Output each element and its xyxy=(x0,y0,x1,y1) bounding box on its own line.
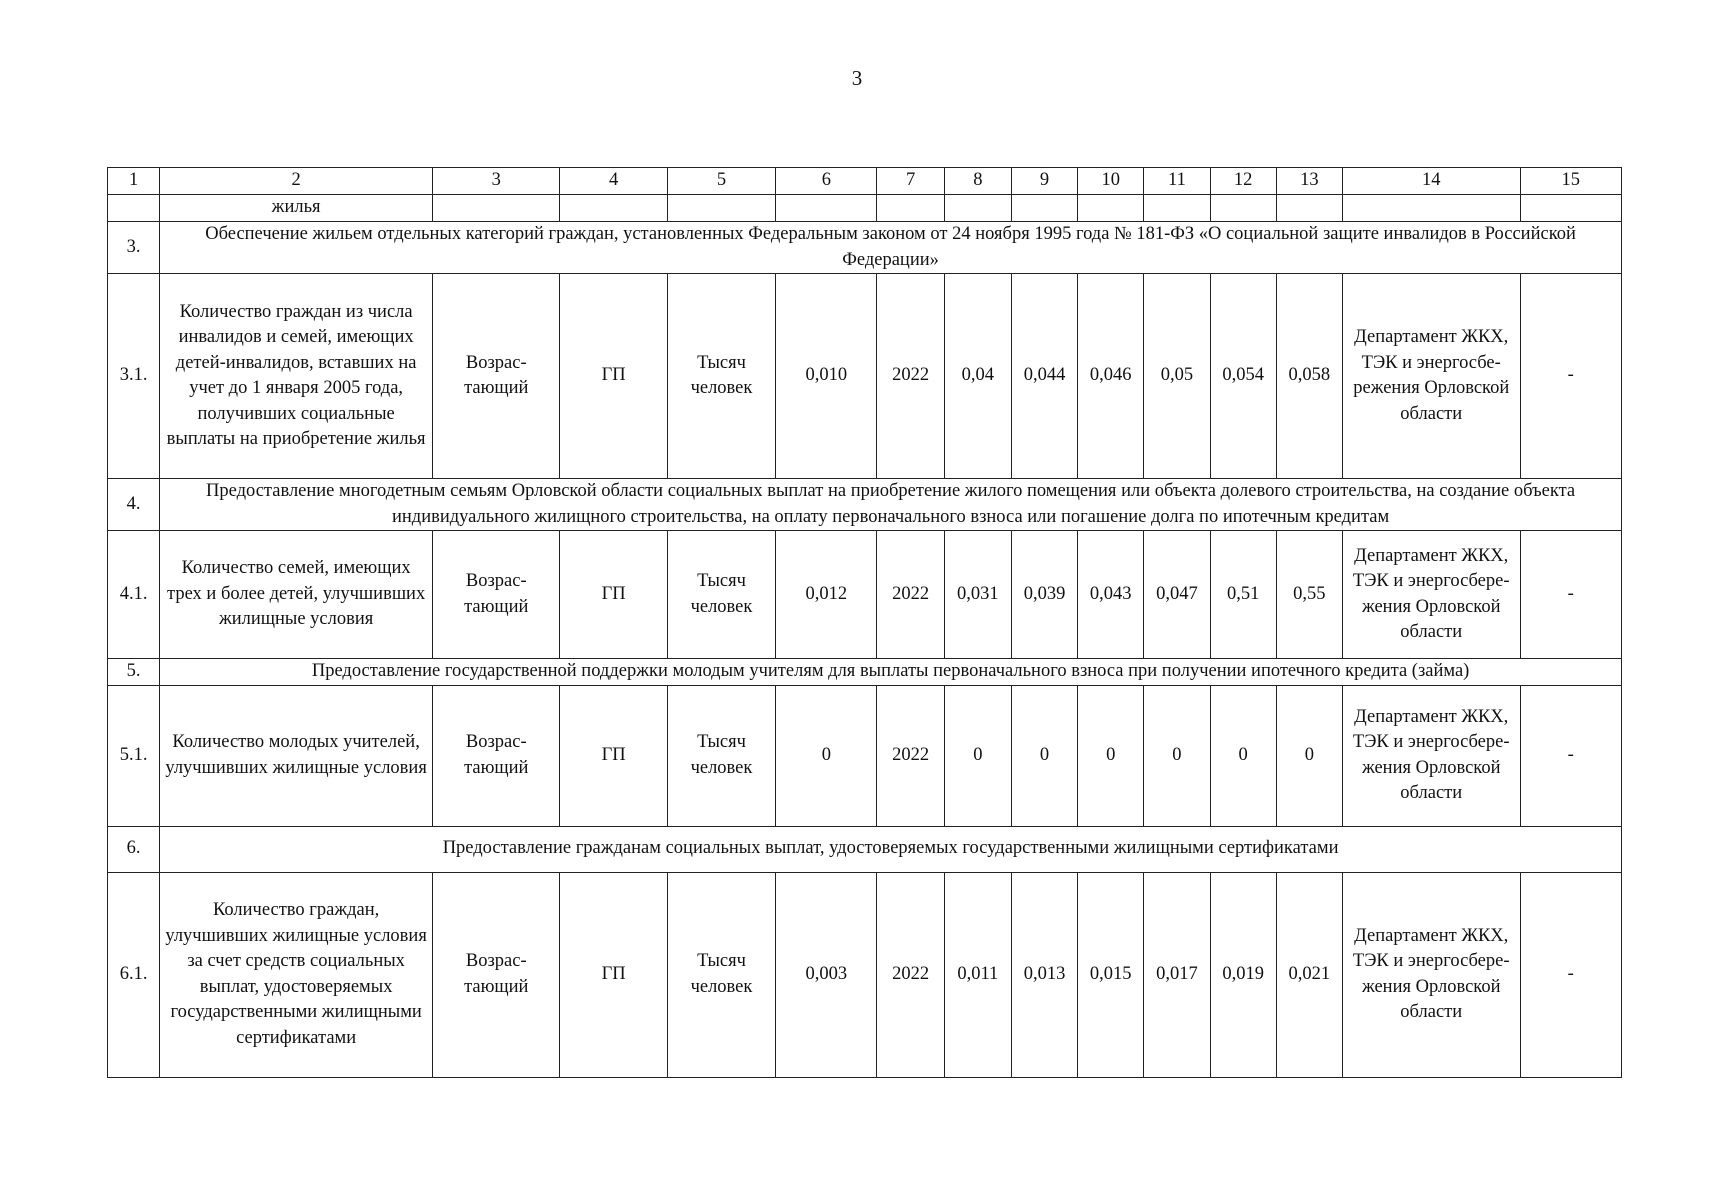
indicator-name: Количество молодых учителей, улучшивших жилищные условия xyxy=(160,685,433,826)
indicator-value: 0 xyxy=(1210,685,1276,826)
indicator-value: 0,039 xyxy=(1011,531,1077,659)
indicator-name: Количество семей, имеющих трех и более детей, улучшивших жилищные условия xyxy=(160,531,433,659)
indicator-value: 0,058 xyxy=(1276,274,1342,479)
header-cell: 5 xyxy=(667,168,775,195)
indicator-row xyxy=(108,531,1622,659)
indicator-note: - xyxy=(1520,872,1621,1077)
indicator-value: 0,013 xyxy=(1011,872,1077,1077)
indicator-unit: Тысяч человек xyxy=(667,872,775,1077)
indicator-row xyxy=(108,872,1622,1077)
indicator-base-year: 2022 xyxy=(877,531,944,659)
section-row xyxy=(108,659,1622,686)
indicator-number: 5.1. xyxy=(108,685,160,826)
indicator-number: 3.1. xyxy=(108,274,160,479)
header-cell: 4 xyxy=(560,168,667,195)
indicator-unit: Тысяч человек xyxy=(667,274,775,479)
indicator-responsible: Департамент ЖКХ, ТЭК и энергосбе-режения Орловской области xyxy=(1342,274,1520,479)
indicator-value: 0,51 xyxy=(1210,531,1276,659)
section-number: 4. xyxy=(108,479,160,531)
indicator-value: 0,044 xyxy=(1011,274,1077,479)
indicator-trend: Возрас-тающий xyxy=(433,872,560,1077)
section-title: Предоставление многодетным семьям Орловской области социальных выплат на приобретение жилого помещения или объекта долевого строительства, на создание объекта индивидуального жилищного строительства, на оплату первоначального взноса или погашение долга по ипотечным кредитам xyxy=(160,479,1622,531)
indicator-base-value: 0 xyxy=(776,685,877,826)
indicator-value: 0,021 xyxy=(1276,872,1342,1077)
indicator-document: ГП xyxy=(560,685,667,826)
header-cell: 10 xyxy=(1078,168,1144,195)
indicator-responsible: Департамент ЖКХ, ТЭК и энергосбере-жения Орловской области xyxy=(1342,685,1520,826)
indicator-base-value: 0,012 xyxy=(776,531,877,659)
section-title: Обеспечение жильем отдельных категорий граждан, установленных Федеральным законом от 24 ноября 1995 года № 181-ФЗ «О социальной защите инвалидов в Российской Федерации» xyxy=(160,222,1622,274)
indicator-value: 0,031 xyxy=(944,531,1011,659)
indicator-value: 0,017 xyxy=(1144,872,1210,1077)
indicator-value: 0 xyxy=(1276,685,1342,826)
indicator-number: 6.1. xyxy=(108,872,160,1077)
section-number: 3. xyxy=(108,222,160,274)
indicator-row xyxy=(108,274,1622,479)
indicator-value: 0,04 xyxy=(944,274,1011,479)
indicator-trend: Возрас-тающий xyxy=(433,274,560,479)
section-row xyxy=(108,826,1622,872)
header-cell: 13 xyxy=(1276,168,1342,195)
indicator-value: 0,019 xyxy=(1210,872,1276,1077)
indicator-value: 0,047 xyxy=(1144,531,1210,659)
indicator-document: ГП xyxy=(560,531,667,659)
indicator-name: Количество граждан, улучшивших жилищные условия за счет средств социальных выплат, удостоверяемых государственными жилищными сертификатами xyxy=(160,872,433,1077)
indicator-value: 0,054 xyxy=(1210,274,1276,479)
indicator-document: ГП xyxy=(560,274,667,479)
indicator-value: 0,015 xyxy=(1078,872,1144,1077)
indicator-base-year: 2022 xyxy=(877,685,944,826)
header-cell: 2 xyxy=(160,168,433,195)
indicator-value: 0,55 xyxy=(1276,531,1342,659)
indicator-note: - xyxy=(1520,531,1621,659)
indicator-row xyxy=(108,685,1622,826)
indicator-value: 0 xyxy=(1144,685,1210,826)
header-cell: 3 xyxy=(433,168,560,195)
indicator-responsible: Департамент ЖКХ, ТЭК и энергосбере-жения Орловской области xyxy=(1342,531,1520,659)
continuation-row xyxy=(108,195,1622,222)
header-cell: 15 xyxy=(1520,168,1621,195)
header-cell: 8 xyxy=(944,168,1011,195)
indicator-value: 0,043 xyxy=(1078,531,1144,659)
indicator-trend: Возрас-тающий xyxy=(433,531,560,659)
indicator-base-year: 2022 xyxy=(877,872,944,1077)
indicators-table xyxy=(107,167,1622,1078)
indicator-base-value: 0,003 xyxy=(776,872,877,1077)
header-cell: 1 xyxy=(108,168,160,195)
indicator-trend: Возрас-тающий xyxy=(433,685,560,826)
section-row xyxy=(108,479,1622,531)
section-number: 6. xyxy=(108,826,160,872)
indicator-document: ГП xyxy=(560,872,667,1077)
header-cell: 6 xyxy=(776,168,877,195)
indicator-value: 0 xyxy=(1011,685,1077,826)
indicator-value: 0,046 xyxy=(1078,274,1144,479)
indicator-value: 0,05 xyxy=(1144,274,1210,479)
indicator-value: 0 xyxy=(944,685,1011,826)
page-number: 3 xyxy=(851,66,863,90)
indicator-name: Количество граждан из числа инвалидов и семей, имеющих детей-инвалидов, вставших на учет до 1 января 2005 года, получивших социальные выплаты на приобретение жилья xyxy=(160,274,433,479)
header-cell: 7 xyxy=(877,168,944,195)
indicator-number: 4.1. xyxy=(108,531,160,659)
section-title: Предоставление гражданам социальных выплат, удостоверяемых государственными жилищными сертификатами xyxy=(160,826,1622,872)
indicator-unit: Тысяч человек xyxy=(667,531,775,659)
header-cell: 14 xyxy=(1342,168,1520,195)
section-row xyxy=(108,222,1622,274)
indicator-responsible: Департамент ЖКХ, ТЭК и энергосбере-жения Орловской области xyxy=(1342,872,1520,1077)
indicator-note: - xyxy=(1520,274,1621,479)
indicator-value: 0 xyxy=(1078,685,1144,826)
header-row xyxy=(108,168,1622,195)
indicator-value: 0,011 xyxy=(944,872,1011,1077)
section-number: 5. xyxy=(108,659,160,686)
indicator-base-year: 2022 xyxy=(877,274,944,479)
indicator-base-value: 0,010 xyxy=(776,274,877,479)
section-title: Предоставление государственной поддержки молодым учителям для выплаты первоначального взноса при получении ипотечного кредита (займа) xyxy=(160,659,1622,686)
indicator-note: - xyxy=(1520,685,1621,826)
header-cell: 9 xyxy=(1011,168,1077,195)
header-cell: 12 xyxy=(1210,168,1276,195)
indicator-unit: Тысяч человек xyxy=(667,685,775,826)
continuation-text: жилья xyxy=(160,195,433,222)
header-cell: 11 xyxy=(1144,168,1210,195)
